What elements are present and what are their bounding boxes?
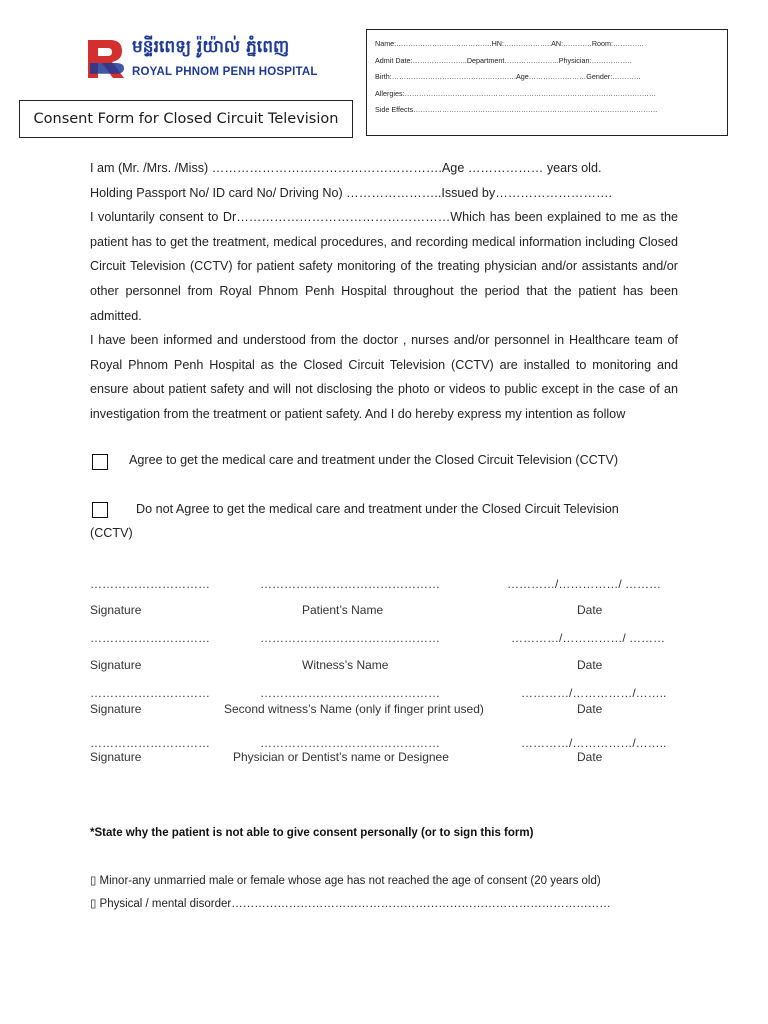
info-line-birth: Birth:…………………………………………….Age……………………Gender:………… xyxy=(375,72,641,81)
info-line-name: Name:………………………………….HN:………………..AN:…………Room:…………. xyxy=(375,39,644,48)
reason-disorder-option[interactable]: ▯ Physical / mental disorder……………………………………………………………………………………… xyxy=(90,898,611,910)
date-label: Date xyxy=(577,750,603,764)
physician-name-label: Physician or Dentist’s name or Designee xyxy=(233,750,449,764)
agree-checkbox[interactable] xyxy=(92,454,108,470)
date-label: Date xyxy=(577,658,603,672)
date-label: Date xyxy=(577,702,603,716)
disagree-checkbox[interactable] xyxy=(92,502,108,518)
agree-option-label: Agree to get the medical care and treatment under the Closed Circuit Television (CCTV) xyxy=(129,453,619,467)
date-label: Date xyxy=(577,603,603,617)
hospital-logo xyxy=(86,36,320,82)
second-witness-name-line[interactable]: ……………………………………… xyxy=(260,686,440,700)
id-document-line: Holding Passport No/ ID card No/ Driving No) …………………..Issued by………………………. xyxy=(90,185,613,200)
patient-info-box xyxy=(366,29,728,136)
disagree-option-label-cont: (CCTV) xyxy=(90,526,133,540)
signature-line[interactable]: ………………………… xyxy=(90,577,210,591)
patient-name-line[interactable]: ……………………………………… xyxy=(260,577,440,591)
info-line-allergies: Allergies:…………………………………………………………………………………………… xyxy=(375,88,657,98)
witness-name-label: Witness’s Name xyxy=(302,658,389,672)
witness-name-line[interactable]: ……………………………………… xyxy=(260,631,440,645)
date-line[interactable]: …………/……………/…….. xyxy=(521,686,667,700)
signature-line[interactable]: ………………………… xyxy=(90,631,210,645)
signature-label: Signature xyxy=(90,702,142,716)
form-title: Consent Form for Closed Circuit Television xyxy=(19,100,353,138)
rpph-logo-mark-icon xyxy=(86,38,128,80)
reason-minor-option[interactable]: ▯ Minor-any unmarried male or female whose age has not reached the age of consent (20 years old) xyxy=(90,875,601,887)
reason-note-heading: *State why the patient is not able to give consent personally (or to sign this form) xyxy=(90,827,534,839)
info-line-side-effects: Side Effects………………………………………………………………………………………… xyxy=(375,105,658,114)
signature-label: Signature xyxy=(90,658,142,672)
logo-english-name: ROYAL PHNOM PENH HOSPITAL xyxy=(132,66,318,78)
signature-label: Signature xyxy=(90,603,142,617)
signature-line[interactable]: ………………………… xyxy=(90,686,210,700)
disagree-option-label: Do not Agree to get the medical care and treatment under the Closed Circuit Television xyxy=(136,502,619,516)
information-paragraph: I have been informed and understood from the doctor , nurses and/or personnel in Healthcare team of Royal Phnom Penh Hospital as the Closed Circuit Television (CCTV) are installed to monitoring and ensure about patient safety and will not disclosing the photo or videos to public except in the case of an investigation from the treatment or patient safety. And I do hereby express my intention as follow xyxy=(90,333,678,421)
consent-body xyxy=(90,156,678,427)
signature-line[interactable]: ………………………… xyxy=(90,736,210,750)
date-line[interactable]: …………/……………/…….. xyxy=(521,736,667,750)
logo-khmer-name: មន្ទីរពេទ្យ រ៉ូយ៉ាល់ ភ្នំពេញ xyxy=(132,37,290,57)
consent-paragraph: I voluntarily consent to Dr……………………………………………Which has been explained to me as the patient has to get the treatment, medical procedures, and recording medical information including Closed Circuit Television (CCTV) for patient safety monitoring of the treating physician and/or assistants and/or other personnel from Royal Phnom Penh Hospital throughout the period that the patient has been admitted. xyxy=(90,210,678,323)
info-line-admit: Admit Date:…………………..Department…………………..Physician:…………….. xyxy=(375,55,632,65)
physician-name-line[interactable]: ……………………………………… xyxy=(260,736,440,750)
date-line[interactable]: …………/……………/ ……… xyxy=(507,577,662,591)
patient-name-label: Patient’s Name xyxy=(302,603,384,617)
second-witness-name-label: Second witness’s Name (only if finger print used) xyxy=(224,702,484,716)
date-line[interactable]: …………/……………/ ……… xyxy=(511,631,666,645)
signature-label: Signature xyxy=(90,750,142,764)
patient-identity-line: I am (Mr. /Mrs. /Miss) ……………………………………………….Age ……………… years old. xyxy=(90,161,602,175)
